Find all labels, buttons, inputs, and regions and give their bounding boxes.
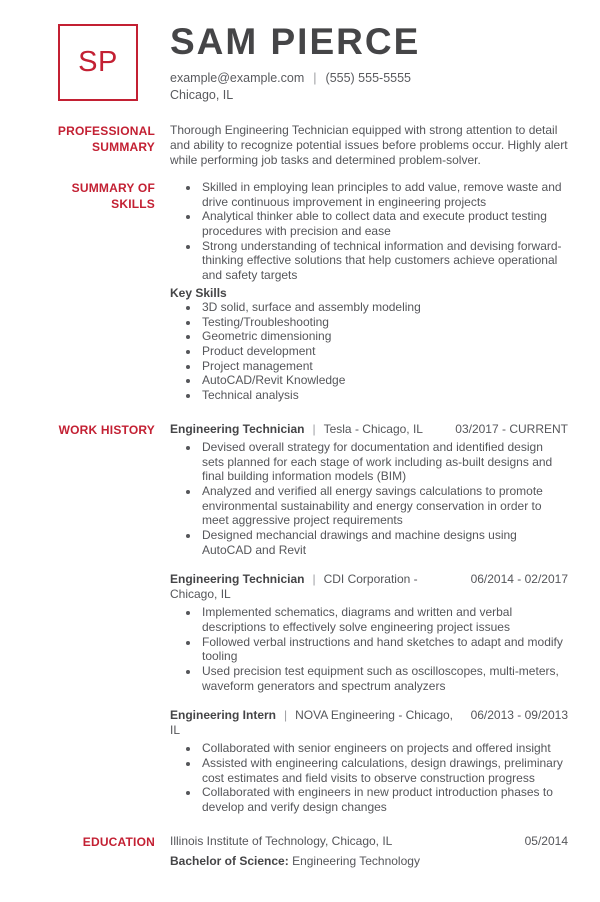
job-bullet: • Devised overall strategy for documentation and identified design sets planned for each stage of work including as-built designs and final building information models (BIM)	[200, 440, 568, 484]
job-company: CDI Corporation - Chicago, IL	[170, 572, 418, 601]
header-main	[170, 22, 568, 105]
job-bullet: • Designed mechancial drawings and machine designs using AutoCAD and Revit	[200, 528, 568, 557]
key-skill-item: • AutoCAD/Revit Knowledge	[200, 373, 568, 388]
job-header	[170, 572, 568, 601]
job-title: Engineering Technician	[170, 572, 305, 587]
job-bullet-list	[170, 605, 568, 693]
education-school-line	[170, 834, 568, 849]
skills-bullet: • Strong understanding of technical information and devising forward-thinking effective solutions that help customers achieve operational and safety targets	[200, 239, 568, 283]
candidate-name: SAM PIERCE	[170, 21, 421, 62]
job-bullet: • Followed verbal instructions and hand sketches to adapt and modify tooling	[200, 635, 568, 664]
key-skill-item: • Testing/Troubleshooting	[200, 315, 568, 330]
section-label-summary-of-skills: SUMMARY OF SKILLS	[71, 181, 155, 211]
key-skill-item: • Geometric dimensioning	[200, 329, 568, 344]
job-entry	[170, 708, 568, 814]
job-bullet: • Implemented schematics, diagrams and written and verbal descriptions to effectively solve engineering project issues	[200, 605, 568, 634]
job-dates: 06/2014 - 02/2017	[470, 572, 568, 587]
skills-bullet-list	[170, 180, 568, 282]
key-skills-heading: Key Skills	[170, 285, 227, 300]
contact-separator: |	[313, 70, 317, 85]
section-work-history	[40, 422, 568, 815]
section-professional-summary	[40, 123, 568, 167]
section-education	[40, 834, 568, 869]
section-label-education: EDUCATION	[82, 834, 155, 849]
key-skill-item: • 3D solid, surface and assembly modeling	[200, 300, 568, 315]
monogram-box	[58, 24, 138, 101]
skills-bullet: • Analytical thinker able to collect data and execute product testing procedures with precision and ease	[200, 209, 568, 238]
job-bullet: • Collaborated with engineers in new product introduction phases to develop and verify design changes	[200, 785, 568, 814]
key-skill-item: • Technical analysis	[200, 388, 568, 403]
job-bullet: • Analyzed and verified all energy savings calculations to promote environmental sustainability and energy conservation in order to meet aggressive project requirements	[200, 484, 568, 528]
job-company: NOVA Engineering - Chicago, IL	[170, 708, 454, 737]
job-header	[170, 708, 568, 737]
skills-bullet: • Skilled in employing lean principles to add value, remove waste and drive continuous improvement in engineering projects	[200, 180, 568, 209]
section-summary-of-skills	[40, 180, 568, 402]
section-label-professional-summary: PROFESSIONAL SUMMARY	[57, 124, 155, 154]
education-school: Illinois Institute of Technology, Chicago, IL	[170, 833, 393, 848]
contact-line	[170, 71, 568, 86]
key-skill-item: • Product development	[200, 344, 568, 359]
job-company: Tesla - Chicago, IL	[323, 421, 423, 436]
education-content	[170, 834, 568, 869]
job-header	[170, 422, 568, 437]
job-bullet-list	[170, 741, 568, 814]
job-entry	[170, 572, 568, 693]
job-dates: 03/2017 - CURRENT	[455, 421, 568, 436]
job-dates: 06/2013 - 09/2013	[470, 708, 568, 723]
job-bullet: • Assisted with engineering calculations, design drawings, preliminary cost estimates and field visits to observe construction progress	[200, 756, 568, 785]
job-title-line	[170, 708, 459, 737]
monogram-text: SP	[78, 45, 118, 78]
professional-summary-content	[170, 123, 568, 167]
work-history-content	[170, 422, 568, 815]
job-title: Engineering Technician	[170, 421, 305, 436]
skills-content	[170, 180, 568, 402]
education-date: 05/2014	[524, 833, 568, 848]
job-title-line	[170, 572, 459, 601]
key-skills-list	[170, 300, 568, 402]
header	[40, 22, 568, 105]
job-title: Engineering Intern	[170, 708, 277, 723]
phone-text: (555) 555-5555	[325, 70, 412, 85]
job-title-line	[170, 422, 423, 437]
location-text: Chicago, IL	[170, 88, 234, 103]
section-label-work-history: WORK HISTORY	[58, 422, 155, 437]
job-bullet: • Collaborated with senior engineers on projects and offered insight	[200, 741, 568, 756]
degree-label: Bachelor of Science:	[170, 854, 289, 869]
job-bullet-list	[170, 440, 568, 557]
job-entry	[170, 422, 568, 558]
education-degree-line	[170, 854, 568, 869]
professional-summary-text: Thorough Engineering Technician equipped with strong attention to detail and ability to recognize potential issues before problems occur. Highly alert while performing job tasks and determined problem-solver.	[170, 123, 568, 167]
monogram-cell	[40, 22, 155, 105]
job-separator: |	[284, 708, 288, 723]
degree-field: Engineering Technology	[292, 854, 420, 869]
key-skill-item: • Project management	[200, 359, 568, 374]
job-separator: |	[312, 421, 316, 436]
email-text: example@example.com	[170, 70, 305, 85]
job-separator: |	[312, 572, 316, 587]
job-bullet: • Used precision test equipment such as oscilloscopes, multi-meters, waveform generators and spectrum analyzers	[200, 664, 568, 693]
